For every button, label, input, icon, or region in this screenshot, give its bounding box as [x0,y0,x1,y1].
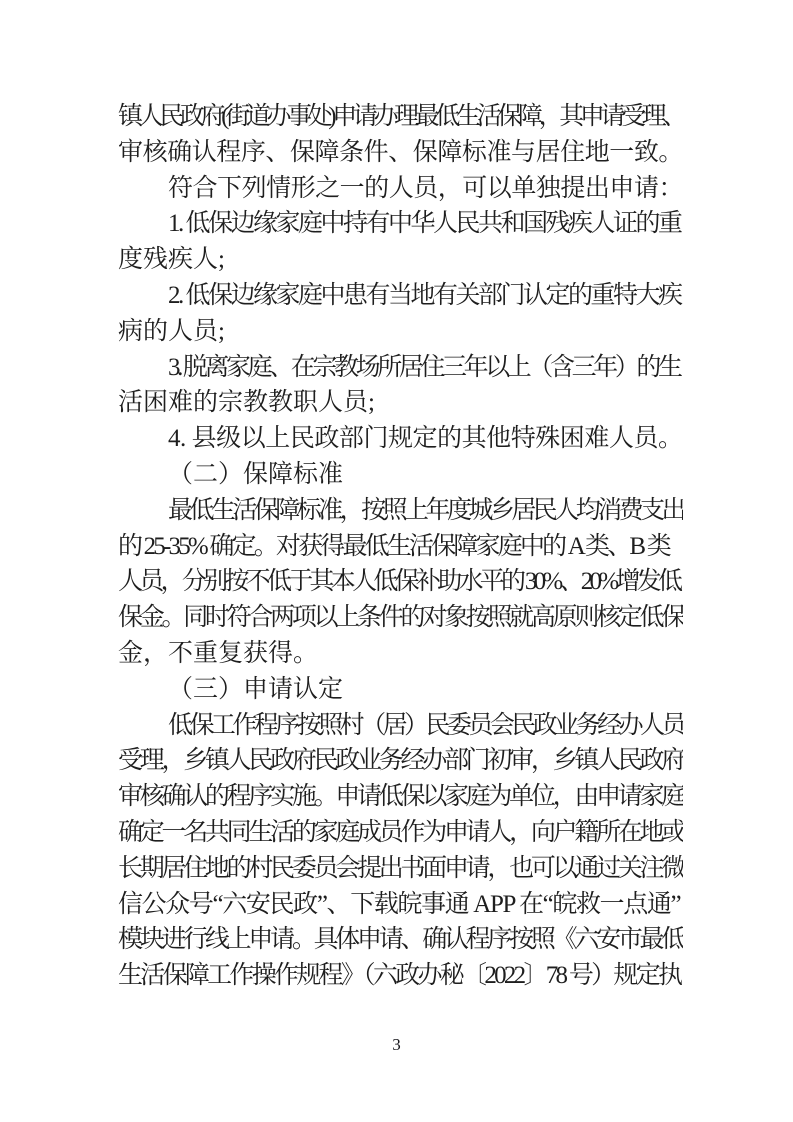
text-line: 镇人民政府(街道办事处)申请办理最低生活保障，其申请受理、 [118,103,683,130]
text-line: 的 25-35% 确定。对获得最低生活保障家庭中的 A 类、B 类 [118,532,669,560]
text-line: 3. 脱离家庭、在宗教场所居住三年以上（含三年）的生 [168,353,680,381]
text-line: 2. 低保边缘家庭中患有当地有关部门认定的重特大疾 [168,281,681,309]
text-line: 病的人员; [118,317,225,345]
page-number: 3 [392,1035,401,1054]
text-line: 审核确认的程序实施。申请低保以家庭为单位，由申请家庭 [118,783,683,811]
text-line: 生活保障工作操作规程》（六政办秘〔2022〕78 号）规定执 [118,962,681,990]
text-line: （三）申请认定 [168,675,344,703]
text-line: 金，不重复获得。 [118,639,319,667]
text-line: 活困难的宗教教职人员; [118,389,375,417]
text-line: 受理，乡镇人民政府民政业务经办部门初审，乡镇人民政府 [118,747,683,775]
text-line: 符合下列情形之一的人员，可以单独提出申请： [168,174,683,202]
text-line: 最低生活保障标准，按照上年度城乡居民人均消费支出 [168,496,683,524]
text-line: 长期居住地的村民委员会提出书面申请，也可以通过关注微 [118,854,683,882]
text-line: 人员，分别按不低于其本人低保补助水平的 30%、20%增发低 [118,568,680,596]
text-line: （二）保障标准 [168,460,344,488]
text-line: 信公众号“六安民政”、下载皖事通 APP 在“皖救一点通” [118,890,681,918]
text-line: 度残疾人; [118,246,225,274]
text-line: 确定一名共同生活的家庭成员作为申请人，向户籍所在地或 [118,818,683,846]
text-line: 审核确认程序、保障条件、保障标准与居住地一致。 [118,138,683,166]
text-line: 保金。同时符合两项以上条件的对象按照就高原则核定低保 [118,604,683,632]
document-body [118,99,683,994]
text-line: 1. 低保边缘家庭中持有中华人民共和国残疾人证的重 [168,210,681,238]
text-line: 4. 县级以上民政部门规定的其他特殊困难人员。 [168,425,683,453]
text-line: 模块进行线上申请。具体申请、确认程序按照《六安市最低 [118,926,683,954]
text-line: 低保工作程序按照村（居）民委员会民政业务经办人员 [168,711,683,739]
